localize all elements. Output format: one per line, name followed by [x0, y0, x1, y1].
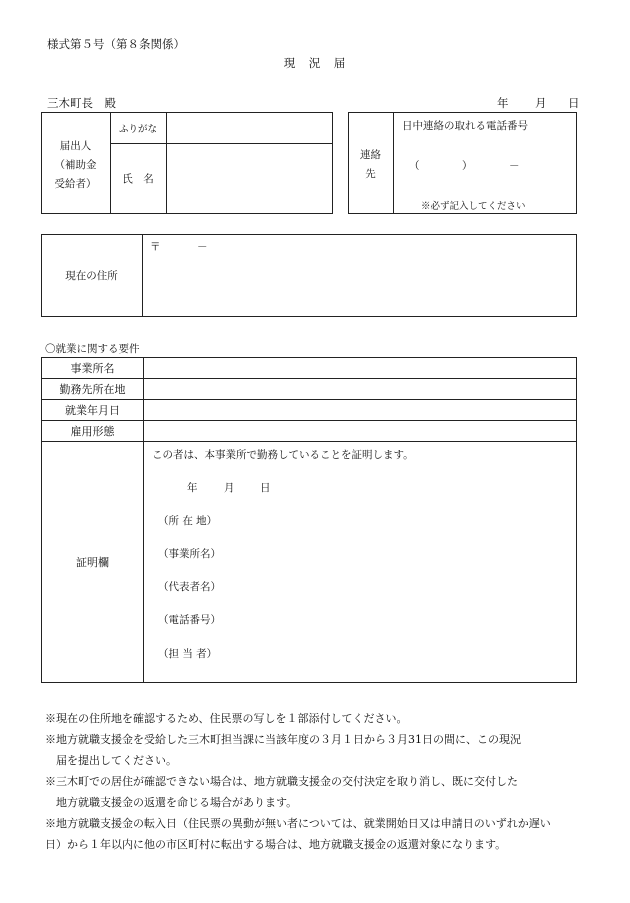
required-note: ※必ず記入してください: [421, 201, 526, 212]
phone-field[interactable]: [400, 150, 570, 180]
employment-type-field[interactable]: [144, 421, 577, 442]
table-row: [42, 400, 577, 421]
addressee: 三木町長 殿: [47, 96, 116, 110]
phone-close-paren: ）: [462, 160, 473, 172]
address-label: 現在の住所: [65, 270, 118, 282]
note-line: ※地方就職支援金を受給した三木町担当課に当該年度の３月１日から３月31日の間に、この現況: [45, 733, 521, 746]
table-row: [42, 379, 577, 400]
form-number: 様式第５号（第８条関係）: [47, 37, 185, 51]
note-line: ※三木町での居住が確認できない場合は、地方就職支援金の交付決定を取り消し、既に交付した: [45, 775, 518, 788]
date-year-label: 年: [497, 96, 509, 110]
cert-phone-label: （電話番号）: [158, 614, 221, 626]
phone-label: 日中連絡の取れる電話番号: [402, 120, 528, 132]
workplace-address-label: 勤務先所在地: [42, 379, 144, 400]
note-line: 届を提出してください。: [45, 754, 177, 767]
employment-date-label: 就業年月日: [42, 400, 144, 421]
certification-field[interactable]: [144, 442, 577, 683]
page-title: 現 況 届: [283, 56, 347, 70]
cert-company-label: （事業所名）: [158, 548, 221, 560]
company-name-label: 事業所名: [42, 358, 144, 379]
notes: [45, 708, 600, 855]
table-row: [42, 442, 577, 683]
cert-month-label: 月: [224, 482, 235, 494]
postal-mark: 〒: [150, 241, 161, 253]
employment-type-label: 雇用形態: [42, 421, 144, 442]
applicant-heading: 届出人 （補助金 受給者）: [54, 140, 97, 190]
employment-date-field[interactable]: [144, 400, 577, 421]
note-line: 日）から１年以内に他の市区町村に転出する場合は、地方就職支援金の返還対象になります。: [45, 838, 507, 851]
cert-day-label: 日: [260, 482, 271, 494]
table-row: [42, 421, 577, 442]
name-field[interactable]: [167, 144, 332, 213]
certification-label: 証明欄: [42, 442, 144, 683]
cert-location-label: （所 在 地）: [158, 515, 218, 527]
employment-table: [41, 357, 577, 683]
note-line: 地方就職支援金の返還を命じる場合があります。: [45, 796, 298, 809]
postal-dash: －: [197, 241, 208, 253]
cert-year-label: 年: [187, 482, 198, 494]
address-field[interactable]: [144, 236, 575, 315]
cert-representative-label: （代表者名）: [158, 581, 221, 593]
company-name-field[interactable]: [144, 358, 577, 379]
note-line: ※地方就職支援金の転入日（住民票の異動が無い者については、就業開始日又は申請日のいずれか遅い: [45, 817, 551, 830]
furigana-label: ふりがな: [118, 124, 157, 135]
furigana-field[interactable]: [167, 113, 332, 142]
cert-person-in-charge-label: （担 当 者）: [158, 648, 218, 660]
note-line: ※現在の住所地を確認するため、住民票の写しを１部添付してください。: [45, 712, 408, 725]
date-day-label: 日: [568, 96, 580, 110]
workplace-address-field[interactable]: [144, 379, 577, 400]
employment-section-title: 〇就業に関する要件: [45, 343, 140, 355]
phone-open-paren: （: [409, 160, 420, 172]
table-row: [42, 358, 577, 379]
name-label: 氏 名: [122, 173, 154, 185]
certification-text: この者は、本事業所で勤務していることを証明します。: [152, 449, 414, 461]
contact-label: 連絡 先: [360, 149, 381, 180]
date-month-label: 月: [535, 96, 547, 110]
phone-dash: －: [509, 160, 520, 172]
